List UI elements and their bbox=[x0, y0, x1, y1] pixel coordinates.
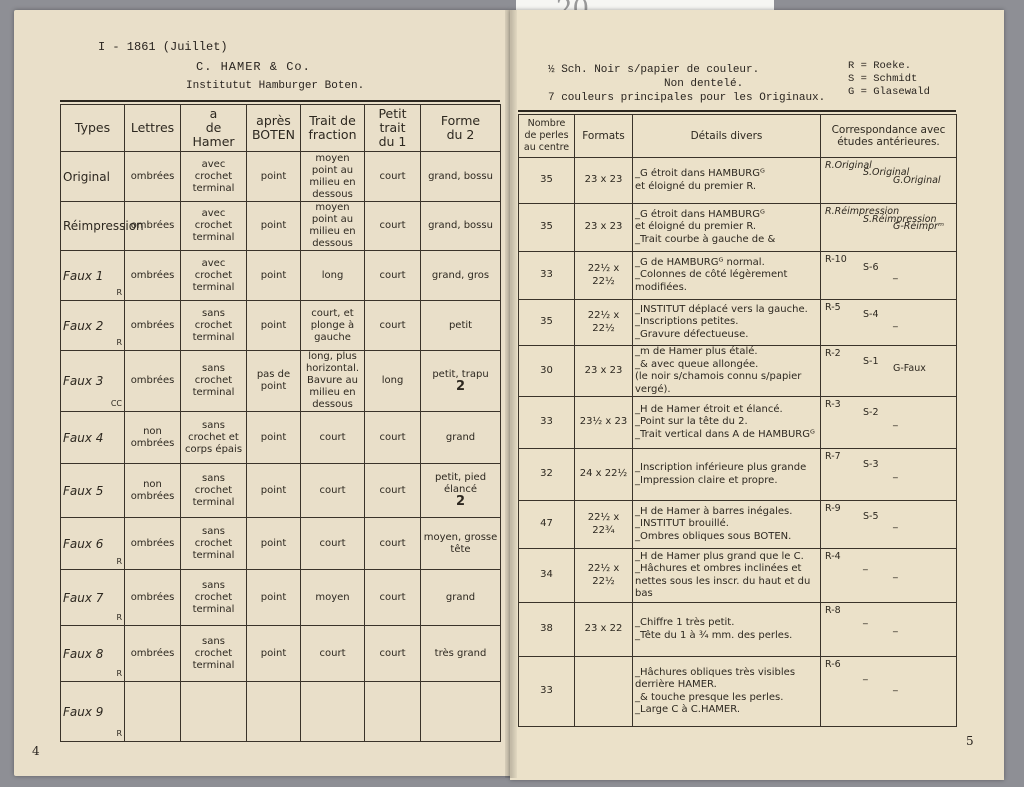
correspondance-entry: G-Faux bbox=[893, 363, 926, 375]
correspondance-cell bbox=[821, 549, 957, 603]
left-header-cell: Types bbox=[61, 105, 125, 152]
a-de-hamer-cell: sans crochet terminal bbox=[181, 351, 247, 412]
left-table-row bbox=[61, 518, 501, 570]
detail-line: _Inscription inférieure plus grande bbox=[635, 462, 807, 473]
type-cell bbox=[61, 301, 125, 351]
forme-text: moyen, grosse tête bbox=[423, 531, 498, 555]
correspondance-entry: G-Réimprᵐ bbox=[893, 221, 944, 233]
correspondance-entry: _ bbox=[893, 518, 898, 530]
forme-cell bbox=[421, 626, 501, 682]
detail-line: _Hâchures et ombres inclinées et bbox=[635, 563, 802, 574]
perles-cell: 47 bbox=[519, 501, 575, 549]
perles-cell: 33 bbox=[519, 397, 575, 449]
lettres-cell: ombrées bbox=[125, 518, 181, 570]
correspondance-entry: _ bbox=[893, 568, 898, 580]
a-de-hamer-cell bbox=[181, 682, 247, 742]
trait-fraction-cell: long, plus horizontal. Bavure au milieu en dessous bbox=[301, 351, 365, 412]
details-cell bbox=[633, 346, 821, 397]
correspondance-entry: S-1 bbox=[863, 355, 879, 367]
detail-line: _INSTITUT déplacé vers la gauche. bbox=[635, 303, 808, 315]
type-cell bbox=[61, 518, 125, 570]
format-cell: 23½ x 23 bbox=[575, 397, 633, 449]
detail-line: (le noir s/chamois connu s/papier vergé). bbox=[635, 371, 802, 395]
forme-text: petit, trapu bbox=[432, 368, 489, 380]
detail-line: _H de Hamer étroit et élancé. bbox=[635, 403, 783, 415]
correspondance-cell bbox=[821, 603, 957, 657]
correspondance-entry: S-2 bbox=[863, 407, 879, 419]
lettres-cell: non ombrées bbox=[125, 464, 181, 518]
right-table-row bbox=[519, 158, 957, 204]
detail-line: _Point sur la tête du 2. bbox=[635, 416, 748, 428]
correspondance-entry: S-4 bbox=[863, 309, 879, 321]
right-header-cell: Correspondance avec études antérieures. bbox=[821, 115, 957, 158]
detail-line: _G étroit dans HAMBURGᴳ bbox=[635, 168, 765, 179]
petit-trait-cell: court bbox=[365, 251, 421, 301]
right-page-number: 5 bbox=[966, 734, 974, 748]
type-label: Faux 2 bbox=[63, 318, 104, 333]
colour-note: 7 couleurs principales pour les Originaux. bbox=[548, 92, 826, 104]
trait-fraction-cell bbox=[301, 682, 365, 742]
type-cell bbox=[61, 412, 125, 464]
apres-boten-cell bbox=[247, 682, 301, 742]
lettres-cell: ombrées bbox=[125, 570, 181, 626]
details-cell bbox=[633, 501, 821, 549]
format-cell: 22½ x 22½ bbox=[575, 549, 633, 603]
detail-line: _H de Hamer à barres inégales. bbox=[635, 505, 793, 517]
details-cell bbox=[633, 158, 821, 204]
type-cell bbox=[61, 570, 125, 626]
correspondance-cell bbox=[821, 300, 957, 346]
right-table-row bbox=[519, 252, 957, 300]
correspondance-entry: _ bbox=[893, 415, 898, 427]
forme-cell bbox=[421, 570, 501, 626]
correspondance-entry: R-5 bbox=[825, 302, 841, 313]
left-table-row bbox=[61, 682, 501, 742]
correspondance-entry: S.Original bbox=[863, 167, 910, 179]
correspondance-entry: _ bbox=[893, 622, 898, 634]
correspondance-entry: _ bbox=[893, 681, 898, 693]
correspondance-entry: R-2 bbox=[825, 348, 841, 359]
apres-boten-cell: point bbox=[247, 251, 301, 301]
type-source-mark: R bbox=[116, 557, 122, 566]
correspondance-entry: S-5 bbox=[863, 510, 879, 522]
correspondance-entry: R-9 bbox=[825, 503, 841, 514]
detail-line: _G étroit dans HAMBURGᴳ bbox=[635, 208, 765, 220]
right-header-cell: Formats bbox=[575, 115, 633, 158]
detail-line: _& avec queue allongée. bbox=[635, 358, 759, 370]
detail-line: _Trait vertical dans A de HAMBURGᴳ bbox=[635, 428, 815, 440]
forme-text: petit bbox=[448, 319, 473, 331]
right-header-cell: Détails divers bbox=[633, 115, 821, 158]
right-table-row bbox=[519, 397, 957, 449]
apres-boten-cell: point bbox=[247, 301, 301, 351]
format-cell: 23 x 23 bbox=[575, 204, 633, 252]
petit-trait-cell: court bbox=[365, 152, 421, 202]
type-label: Faux 6 bbox=[63, 536, 104, 551]
legend-roeke: R = Roeke. bbox=[848, 60, 912, 72]
detail-line: _H de Hamer plus grand que le C. bbox=[635, 550, 804, 562]
left-table-row bbox=[61, 626, 501, 682]
details-cell bbox=[633, 449, 821, 501]
trait-fraction-cell: moyen point au milieu en dessous bbox=[301, 152, 365, 202]
forme-cell bbox=[421, 518, 501, 570]
lettres-cell: ombrées bbox=[125, 301, 181, 351]
details-cell bbox=[633, 397, 821, 449]
type-cell bbox=[61, 251, 125, 301]
a-de-hamer-cell: avec crochet terminal bbox=[181, 202, 247, 251]
detail-line: _& touche presque les perles. bbox=[635, 691, 784, 703]
a-de-hamer-cell: avec crochet terminal bbox=[181, 152, 247, 202]
correspondance-entry: R-4 bbox=[825, 551, 841, 562]
lettres-cell: ombrées bbox=[125, 351, 181, 412]
lettres-cell: ombrées bbox=[125, 251, 181, 301]
detail-line: _Chiffre 1 très petit. bbox=[635, 617, 735, 628]
correspondance-entry: S-6 bbox=[863, 261, 879, 273]
petit-trait-cell: court bbox=[365, 202, 421, 251]
apres-boten-cell: pas de point bbox=[247, 351, 301, 412]
trait-fraction-cell: court bbox=[301, 412, 365, 464]
type-label: Faux 4 bbox=[63, 430, 104, 445]
trait-fraction-cell: court bbox=[301, 626, 365, 682]
detail-line: _Tête du 1 à ¾ mm. des perles. bbox=[635, 629, 793, 641]
correspondance-entry: S.Réimpression bbox=[863, 213, 937, 225]
correspondance-entry: G.Original bbox=[893, 174, 941, 186]
left-table-row bbox=[61, 351, 501, 412]
detail-line: et éloigné du premier R. bbox=[635, 221, 757, 233]
left-table-row bbox=[61, 301, 501, 351]
left-table-row bbox=[61, 251, 501, 301]
a-de-hamer-cell: sans crochet et corps épais bbox=[181, 412, 247, 464]
lettres-cell: non ombrées bbox=[125, 412, 181, 464]
correspondance-entry: R-6 bbox=[825, 659, 841, 670]
trait-fraction-cell: moyen bbox=[301, 570, 365, 626]
format-cell: 22½ x 22½ bbox=[575, 300, 633, 346]
apres-boten-cell: point bbox=[247, 518, 301, 570]
right-table-row bbox=[519, 449, 957, 501]
forme-cell bbox=[421, 202, 501, 251]
correspondance-cell bbox=[821, 252, 957, 300]
type-cell bbox=[61, 351, 125, 412]
petit-trait-cell bbox=[365, 682, 421, 742]
perles-cell: 32 bbox=[519, 449, 575, 501]
type-source-mark: R bbox=[116, 729, 122, 738]
right-details-table bbox=[518, 114, 957, 727]
a-de-hamer-cell: sans crochet terminal bbox=[181, 301, 247, 351]
type-label: Original bbox=[63, 169, 110, 184]
sheet-description: ½ Sch. Noir s/papier de couleur. bbox=[548, 64, 760, 76]
book-spine bbox=[505, 10, 517, 778]
left-table-row bbox=[61, 570, 501, 626]
left-header-cell: Forme du 2 bbox=[421, 105, 501, 152]
correspondance-cell bbox=[821, 449, 957, 501]
correspondance-entry: R.Original bbox=[825, 160, 872, 171]
apres-boten-cell: point bbox=[247, 570, 301, 626]
detail-line: _Inscriptions petites. bbox=[635, 316, 739, 328]
details-cell bbox=[633, 252, 821, 300]
right-table-row bbox=[519, 300, 957, 346]
left-table-row bbox=[61, 412, 501, 464]
correspondance-cell bbox=[821, 501, 957, 549]
trait-fraction-cell: moyen point au milieu en dessous bbox=[301, 202, 365, 251]
detail-line: _Hâchures obliques très visibles bbox=[635, 666, 796, 678]
correspondance-entry: R-10 bbox=[825, 254, 847, 265]
correspondance-entry: _ bbox=[863, 613, 868, 625]
detail-line: _m de Hamer plus étalé. bbox=[635, 346, 758, 357]
detail-line: _Large C à C.HAMER. bbox=[635, 704, 741, 715]
forme-cell bbox=[421, 301, 501, 351]
detail-line: _INSTITUT brouillé. bbox=[635, 518, 729, 530]
format-cell: 22½ x 22¾ bbox=[575, 501, 633, 549]
forme-text: grand bbox=[445, 431, 476, 443]
correspondance-entry: _ bbox=[863, 559, 868, 571]
type-source-mark: R bbox=[116, 669, 122, 678]
correspondance-cell bbox=[821, 346, 957, 397]
perles-cell: 35 bbox=[519, 158, 575, 204]
type-label: Faux 8 bbox=[63, 646, 104, 661]
format-cell: 23 x 22 bbox=[575, 603, 633, 657]
left-table-row bbox=[61, 152, 501, 202]
perles-cell: 30 bbox=[519, 346, 575, 397]
correspondance-entry: _ bbox=[893, 316, 898, 328]
left-page-number: 4 bbox=[32, 744, 40, 758]
correspondance-entry: _ bbox=[893, 467, 898, 479]
details-cell bbox=[633, 204, 821, 252]
a-de-hamer-cell: sans crochet terminal bbox=[181, 464, 247, 518]
details-cell bbox=[633, 603, 821, 657]
a-de-hamer-cell: sans crochet terminal bbox=[181, 570, 247, 626]
trait-fraction-cell: long bbox=[301, 251, 365, 301]
apres-boten-cell: point bbox=[247, 464, 301, 518]
type-label: Faux 5 bbox=[63, 483, 104, 498]
petit-trait-cell: long bbox=[365, 351, 421, 412]
right-header-cell: Nombre de perles au centre bbox=[519, 115, 575, 158]
detail-line: nettes sous les inscr. du haut et du bas bbox=[635, 575, 811, 599]
detail-line: derrière HAMER. bbox=[635, 679, 717, 690]
correspondance-cell bbox=[821, 397, 957, 449]
format-cell bbox=[575, 657, 633, 727]
a-de-hamer-cell: sans crochet terminal bbox=[181, 518, 247, 570]
petit-trait-cell: court bbox=[365, 518, 421, 570]
petit-trait-cell: court bbox=[365, 301, 421, 351]
type-label: Faux 3 bbox=[63, 374, 104, 388]
correspondance-cell bbox=[821, 657, 957, 727]
right-table-row bbox=[519, 603, 957, 657]
perles-cell: 33 bbox=[519, 657, 575, 727]
correspondance-entry: R.Réimpression bbox=[825, 206, 900, 217]
perles-cell: 35 bbox=[519, 204, 575, 252]
left-table-row bbox=[61, 464, 501, 518]
perles-cell: 35 bbox=[519, 300, 575, 346]
type-label: Réimpression bbox=[63, 219, 144, 233]
type-label: Faux 7 bbox=[63, 590, 104, 605]
forme-cell bbox=[421, 682, 501, 742]
left-header-cell: Trait de fraction bbox=[301, 105, 365, 152]
forme-text: grand, bossu bbox=[428, 220, 493, 231]
detail-line: modifiées. bbox=[635, 281, 687, 293]
apres-boten-cell: point bbox=[247, 202, 301, 251]
correspondance-entry: _ bbox=[863, 670, 868, 682]
left-header-rule bbox=[60, 100, 500, 102]
forme-glyph: 2 bbox=[455, 494, 466, 509]
lettres-cell: ombrées bbox=[125, 626, 181, 682]
details-cell bbox=[633, 300, 821, 346]
type-label: Faux 9 bbox=[63, 704, 104, 719]
type-cell bbox=[61, 626, 125, 682]
type-cell bbox=[61, 464, 125, 518]
right-header-rule bbox=[518, 110, 956, 112]
firm-name: C. HAMER & Co. bbox=[196, 60, 311, 74]
left-header-cell: Lettres bbox=[125, 105, 181, 152]
left-types-table bbox=[60, 104, 501, 742]
right-table-row bbox=[519, 549, 957, 603]
a-de-hamer-cell: avec crochet terminal bbox=[181, 251, 247, 301]
correspondance-entry: R-3 bbox=[825, 399, 841, 410]
detail-line: _Trait courbe à gauche de & bbox=[635, 233, 776, 245]
format-cell: 24 x 22½ bbox=[575, 449, 633, 501]
legend-glasewald: G = Glasewald bbox=[848, 86, 930, 98]
right-table-row bbox=[519, 204, 957, 252]
lettres-cell bbox=[125, 682, 181, 742]
correspondance-entry: R-8 bbox=[825, 605, 841, 616]
series-heading: I - 1861 (Juillet) bbox=[98, 40, 228, 54]
correspondance-entry: S-3 bbox=[863, 459, 879, 471]
correspondance-cell bbox=[821, 158, 957, 204]
perforation-note: Non dentelé. bbox=[664, 78, 744, 90]
right-table-row bbox=[519, 657, 957, 727]
trait-fraction-cell: court, et plonge à gauche bbox=[301, 301, 365, 351]
format-cell: 22½ x 22½ bbox=[575, 252, 633, 300]
left-header-cell: a de Hamer bbox=[181, 105, 247, 152]
left-table-row bbox=[61, 202, 501, 251]
forme-cell bbox=[421, 152, 501, 202]
institute-name: Institutut Hamburger Boten. bbox=[186, 80, 365, 92]
apres-boten-cell: point bbox=[247, 412, 301, 464]
right-table-row bbox=[519, 346, 957, 397]
type-label: Faux 1 bbox=[63, 268, 104, 283]
type-source-mark: R bbox=[116, 338, 122, 347]
format-cell: 23 x 23 bbox=[575, 158, 633, 204]
forme-text: grand bbox=[445, 591, 476, 603]
petit-trait-cell: court bbox=[365, 570, 421, 626]
perles-cell: 33 bbox=[519, 252, 575, 300]
perles-cell: 34 bbox=[519, 549, 575, 603]
detail-line: _Ombres obliques sous BOTEN. bbox=[635, 530, 792, 542]
type-source-mark: R bbox=[116, 288, 122, 297]
forme-glyph: 2 bbox=[455, 378, 466, 394]
forme-cell bbox=[421, 251, 501, 301]
left-header-cell: Petit trait du 1 bbox=[365, 105, 421, 152]
forme-text: très grand bbox=[434, 647, 487, 659]
lettres-cell: ombrées bbox=[125, 152, 181, 202]
correspondance-cell bbox=[821, 204, 957, 252]
details-cell bbox=[633, 549, 821, 603]
a-de-hamer-cell: sans crochet terminal bbox=[181, 626, 247, 682]
lettres-cell: ombrées bbox=[125, 202, 181, 251]
forme-text: grand, bossu bbox=[428, 170, 493, 182]
type-cell bbox=[61, 682, 125, 742]
type-cell bbox=[61, 202, 144, 251]
forme-text: grand, gros bbox=[431, 269, 490, 281]
correspondance-entry: _ bbox=[893, 269, 898, 281]
format-cell: 23 x 23 bbox=[575, 346, 633, 397]
type-source-mark: CC bbox=[110, 399, 122, 408]
detail-line: _G de HAMBURGᴳ normal. bbox=[635, 256, 765, 268]
trait-fraction-cell: court bbox=[301, 464, 365, 518]
detail-line: _Colonnes de côté légèrement bbox=[635, 269, 788, 281]
petit-trait-cell: court bbox=[365, 626, 421, 682]
forme-cell bbox=[421, 412, 501, 464]
petit-trait-cell: court bbox=[365, 412, 421, 464]
detail-line: _Impression claire et propre. bbox=[635, 474, 778, 486]
forme-cell bbox=[421, 464, 501, 518]
forme-cell bbox=[421, 351, 501, 412]
detail-line: _Gravure défectueuse. bbox=[635, 328, 749, 340]
legend-schmidt: S = Schmidt bbox=[848, 73, 918, 85]
right-table-row bbox=[519, 501, 957, 549]
left-header-cell: après BOTEN bbox=[247, 105, 301, 152]
apres-boten-cell: point bbox=[247, 626, 301, 682]
abbreviation-legend bbox=[848, 60, 930, 99]
type-cell bbox=[61, 152, 125, 202]
type-source-mark: R bbox=[116, 613, 122, 622]
detail-line: et éloigné du premier R. bbox=[635, 180, 757, 192]
petit-trait-cell: court bbox=[365, 464, 421, 518]
correspondance-entry: R-7 bbox=[825, 451, 841, 462]
trait-fraction-cell: court bbox=[301, 518, 365, 570]
forme-text: petit, pied élancé bbox=[434, 472, 487, 495]
apres-boten-cell: point bbox=[247, 152, 301, 202]
details-cell bbox=[633, 657, 821, 727]
perles-cell: 38 bbox=[519, 603, 575, 657]
